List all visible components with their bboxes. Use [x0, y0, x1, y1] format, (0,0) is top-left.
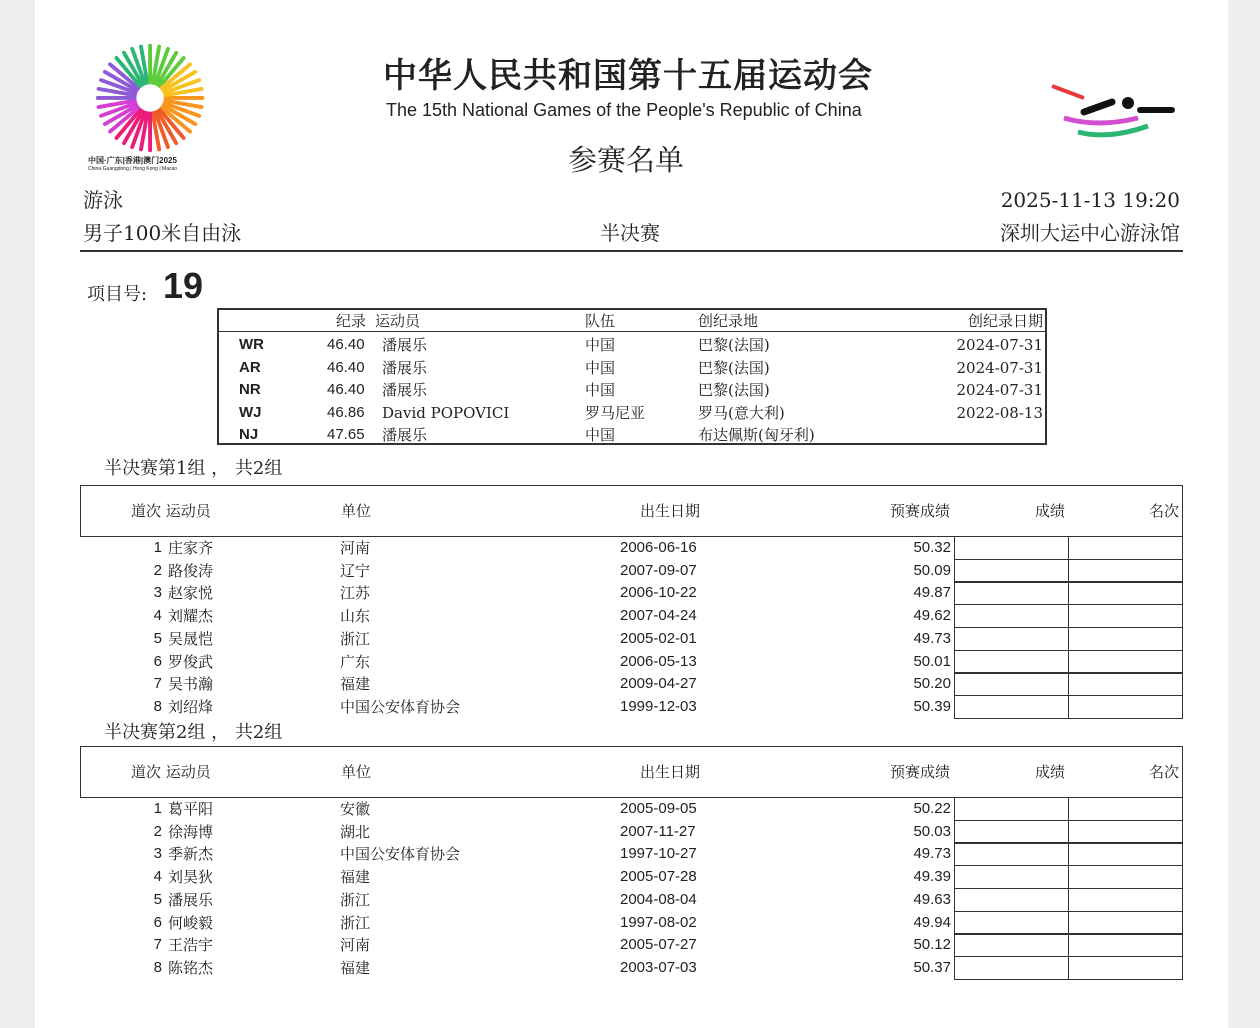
record-athlete: 潘展乐: [382, 426, 428, 445]
result-cell: [954, 820, 1069, 844]
col-athlete: 运动员: [375, 312, 421, 330]
col-dob: 出生日期: [640, 502, 701, 520]
birth-date: 2005-02-01: [620, 629, 697, 647]
table-row: [80, 581, 1183, 604]
record-row: [219, 379, 1045, 401]
result-cell: [954, 650, 1069, 674]
record-place: 布达佩斯(匈牙利): [698, 426, 815, 445]
table-row: [80, 672, 1183, 695]
heat-time: 49.87: [913, 584, 951, 602]
lane-number: 6: [153, 913, 162, 931]
heat-time: 49.73: [913, 845, 951, 863]
record-time: 46.40: [327, 336, 365, 353]
result-cell: [954, 604, 1069, 628]
heat-time: 50.12: [913, 936, 951, 954]
table-row: [80, 627, 1183, 650]
table-row: [80, 933, 1183, 956]
event-datetime: 2025-11-13 19:20: [1000, 188, 1180, 212]
result-cell: [954, 933, 1069, 957]
heat-time: 49.62: [913, 607, 951, 625]
athlete-name: 季新杰: [168, 845, 214, 864]
record-time: 46.40: [327, 381, 365, 399]
heat-time: 50.39: [913, 697, 951, 715]
athlete-name: 刘昊狄: [168, 868, 214, 887]
event-round: 半决赛: [600, 221, 660, 245]
record-code: NJ: [239, 426, 259, 444]
document-title: 参赛名单: [568, 143, 685, 177]
result-cell: [954, 842, 1069, 866]
lane-number: 8: [153, 697, 162, 715]
record-row: [219, 357, 1045, 379]
birth-date: 2007-09-07: [620, 561, 697, 579]
athlete-name: 吴书瀚: [168, 675, 214, 694]
athlete-unit: 江苏: [340, 584, 371, 603]
rank-cell: [1068, 933, 1183, 957]
table-row: [80, 911, 1183, 934]
record-time: 47.65: [327, 426, 365, 444]
athlete-name: 赵家悦: [168, 584, 214, 603]
athlete-unit: 福建: [340, 958, 371, 977]
games-title-cn: 中华人民共和国第十五届运动会: [383, 56, 873, 96]
lane-number: 5: [153, 890, 162, 908]
games-title-en: The 15th National Games of the People's Republic of China: [386, 100, 862, 120]
table-row: [80, 559, 1183, 582]
col-unit: 单位: [341, 763, 372, 781]
table-row: [80, 797, 1183, 820]
col-lane-athlete: 道次 运动员: [131, 502, 211, 520]
col-result: 成绩: [1035, 763, 1066, 781]
col-dob: 出生日期: [640, 763, 701, 781]
heat-time: 49.39: [913, 868, 951, 886]
record-team: 罗马尼亚: [585, 403, 646, 422]
rank-cell: [1068, 581, 1183, 605]
rank-cell: [1068, 604, 1183, 628]
lane-number: 7: [153, 936, 162, 954]
rank-cell: [1068, 672, 1183, 696]
heat-time: 49.73: [913, 629, 951, 647]
birth-date: 2009-04-27: [620, 675, 697, 693]
athlete-name: 路俊涛: [168, 561, 214, 580]
rank-cell: [1068, 627, 1183, 651]
col-team: 队伍: [585, 312, 616, 330]
athlete-name: 刘绍烽: [168, 697, 214, 716]
table-row: [80, 956, 1183, 979]
athlete-unit: 中国公安体育协会: [340, 845, 461, 864]
athlete-name: 吴晟恺: [168, 629, 214, 648]
event-number-label: 项目号:: [87, 284, 148, 305]
athlete-unit: 辽宁: [340, 561, 371, 580]
birth-date: 1997-08-02: [620, 913, 697, 931]
event-name: 男子100米自由泳: [83, 221, 242, 245]
table-row: [80, 865, 1183, 888]
table-row: [80, 536, 1183, 559]
logo-subtext: China·Guangdong | Hong Kong | Macao: [88, 166, 178, 172]
record-code: WR: [239, 336, 264, 353]
heat-time: 49.63: [913, 890, 951, 908]
col-record: 纪录: [336, 312, 367, 330]
result-cell: [954, 627, 1069, 651]
athlete-unit: 浙江: [340, 913, 371, 932]
athlete-unit: 福建: [340, 675, 371, 694]
record-date: 2024-07-31: [956, 336, 1043, 354]
record-date: 2022-08-13: [956, 403, 1043, 422]
rank-cell: [1068, 865, 1183, 889]
record-code: NR: [239, 381, 261, 399]
record-code: WJ: [239, 403, 262, 421]
records-table: [217, 308, 1047, 445]
record-athlete: 潘展乐: [382, 336, 428, 354]
lane-number: 6: [153, 652, 162, 670]
heat-time: 50.22: [913, 800, 951, 817]
table-row: [80, 820, 1183, 843]
rank-cell: [1068, 695, 1183, 719]
heat-time: 50.37: [913, 958, 951, 976]
lane-number: 7: [153, 675, 162, 693]
athlete-name: 潘展乐: [168, 890, 214, 909]
record-time: 46.40: [327, 358, 365, 376]
record-team: 中国: [585, 336, 616, 354]
athlete-name: 何峻毅: [168, 913, 214, 932]
athlete-unit: 广东: [340, 652, 371, 671]
swimming-pictogram: [1048, 80, 1178, 145]
athlete-unit: 山东: [340, 607, 371, 626]
record-team: 中国: [585, 426, 616, 445]
birth-date: 2007-11-27: [620, 822, 696, 840]
record-athlete: 潘展乐: [382, 358, 428, 377]
record-date: 2024-07-31: [956, 381, 1043, 400]
rank-cell: [1068, 888, 1183, 912]
table-row: [80, 888, 1183, 911]
col-result: 成绩: [1035, 502, 1066, 520]
birth-date: 1997-10-27: [620, 845, 697, 863]
lane-number: 1: [153, 800, 162, 817]
rank-cell: [1068, 820, 1183, 844]
rank-cell: [1068, 911, 1183, 935]
birth-date: 2005-07-28: [620, 868, 697, 886]
col-heat: 预赛成绩: [890, 502, 951, 520]
header-divider: [80, 250, 1183, 252]
record-time: 46.86: [327, 403, 365, 421]
table-row: [80, 604, 1183, 627]
table-header: [80, 746, 1183, 798]
record-place: 巴黎(法国): [698, 336, 770, 354]
athlete-name: 刘耀杰: [168, 607, 214, 626]
group-title: 半决赛第2组 ， 共2组: [104, 722, 283, 743]
rank-cell: [1068, 956, 1183, 980]
table-header: [80, 485, 1183, 537]
athlete-unit: 浙江: [340, 629, 371, 648]
result-cell: [954, 956, 1069, 980]
birth-date: 2006-06-16: [620, 539, 697, 556]
lane-number: 5: [153, 629, 162, 647]
result-cell: [954, 797, 1069, 821]
record-place: 罗马(意大利): [698, 403, 785, 422]
col-heat: 预赛成绩: [890, 763, 951, 781]
athlete-unit: 湖北: [340, 822, 371, 841]
birth-date: 2005-07-27: [620, 936, 697, 954]
records-header: [219, 310, 1045, 332]
record-code: AR: [239, 358, 261, 376]
result-cell: [954, 888, 1069, 912]
heat-time: 50.09: [913, 561, 951, 579]
result-cell: [954, 911, 1069, 935]
col-rank: 名次: [1148, 763, 1179, 781]
rank-cell: [1068, 842, 1183, 866]
heat-time: 49.94: [913, 913, 951, 931]
athlete-unit: 安徽: [340, 800, 371, 818]
heat-time: 50.32: [913, 539, 951, 556]
athlete-unit: 河南: [340, 936, 371, 955]
athlete-name: 徐海博: [168, 822, 214, 841]
result-cell: [954, 672, 1069, 696]
heat-time: 50.03: [913, 822, 951, 840]
result-cell: [954, 536, 1069, 560]
athlete-name: 罗俊武: [168, 652, 214, 671]
col-date: 创纪录日期: [967, 312, 1043, 330]
table-row: [80, 842, 1183, 865]
col-place: 创纪录地: [698, 312, 759, 330]
rank-cell: [1068, 797, 1183, 821]
athlete-unit: 福建: [340, 868, 371, 887]
rank-cell: [1068, 559, 1183, 583]
lane-number: 3: [153, 845, 162, 863]
col-unit: 单位: [341, 502, 372, 520]
record-athlete: 潘展乐: [382, 381, 428, 400]
birth-date: 2006-05-13: [620, 652, 697, 670]
col-lane-athlete: 道次 运动员: [131, 763, 211, 781]
games-logo: [88, 38, 216, 173]
birth-date: 2003-07-03: [620, 958, 697, 976]
rank-cell: [1068, 536, 1183, 560]
athlete-name: 王浩宇: [168, 936, 214, 955]
athlete-name: 庄家齐: [168, 539, 214, 557]
birth-date: 2004-08-04: [620, 890, 697, 908]
record-team: 中国: [585, 358, 616, 377]
result-cell: [954, 865, 1069, 889]
birth-date: 2006-10-22: [620, 584, 697, 602]
record-row: [219, 402, 1045, 424]
col-rank: 名次: [1148, 502, 1179, 520]
record-place: 巴黎(法国): [698, 358, 770, 377]
record-team: 中国: [585, 381, 616, 400]
result-cell: [954, 559, 1069, 583]
event-number: 19: [163, 265, 204, 306]
lane-number: 2: [153, 822, 162, 840]
birth-date: 2005-09-05: [620, 800, 697, 817]
logo-text: 中国·广东|香港|澳门2025: [88, 156, 177, 165]
table-row: [80, 650, 1183, 673]
heat-time: 50.20: [913, 675, 951, 693]
group-title: 半决赛第1组 ， 共2组: [104, 458, 283, 479]
record-row: [219, 424, 1045, 446]
table-row: [80, 695, 1183, 718]
result-cell: [954, 581, 1069, 605]
event-venue: 深圳大运中心游泳馆: [1000, 221, 1180, 245]
lane-number: 4: [153, 607, 162, 625]
heat-time: 50.01: [913, 652, 951, 670]
athlete-unit: 中国公安体育协会: [340, 697, 461, 716]
record-date: 2024-07-31: [956, 358, 1043, 377]
athlete-name: 葛平阳: [168, 800, 214, 818]
lane-number: 4: [153, 868, 162, 886]
rank-cell: [1068, 650, 1183, 674]
record-athlete: David POPOVICI: [382, 403, 510, 422]
birth-date: 1999-12-03: [620, 697, 697, 715]
lane-number: 3: [153, 584, 162, 602]
lane-number: 1: [153, 539, 162, 556]
lane-number: 8: [153, 958, 162, 976]
birth-date: 2007-04-24: [620, 607, 697, 625]
athlete-unit: 浙江: [340, 890, 371, 909]
result-cell: [954, 695, 1069, 719]
record-place: 巴黎(法国): [698, 381, 770, 400]
sport-label: 游泳: [83, 188, 123, 212]
record-row: [219, 334, 1045, 356]
athlete-unit: 河南: [340, 539, 371, 557]
athlete-name: 陈铭杰: [168, 958, 214, 977]
lane-number: 2: [153, 561, 162, 579]
